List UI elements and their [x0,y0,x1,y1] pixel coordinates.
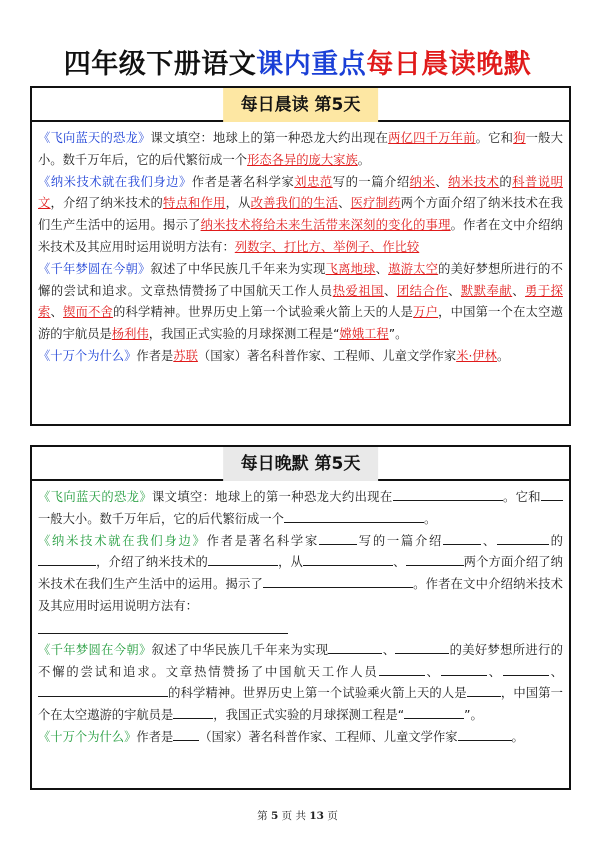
answer: 改善我们的生活 [250,196,339,211]
morning-header [32,88,569,122]
blank-field[interactable] [443,532,481,545]
text: 的科学精神。世界历史上第一个试验乘火箭上天的人是 [113,305,414,320]
answer: 列数字、打比方、举例子、作比较 [234,239,420,254]
text: 、 [392,555,406,570]
text: ，中国第一个在太空遨游的宇航员是 [38,686,563,723]
lesson-title: 《纳米技术就在我们身边》 [38,174,192,189]
text: 叙述了中华民族几千年来为实现 [151,642,329,657]
blank-field[interactable] [173,728,199,741]
answer: 团结合作 [396,283,449,298]
text: 。它和 [502,490,541,504]
answer: 默默奉献 [460,283,513,298]
answer: 纳米技术将给未来生活带来深刻的变化的事理 [200,218,451,233]
answer: 米·伊林 [456,348,497,363]
blank-field[interactable] [263,575,413,588]
evening-content [38,487,563,749]
blank-field[interactable] [393,488,503,501]
blank-field[interactable] [541,488,563,501]
blank-field[interactable] [467,684,501,697]
text: 的美好梦想所进行的不懈的尝试和追求。文章热情赞扬了中国航天工作人员 [38,261,563,298]
answer: 刘忠范 [294,174,333,189]
text: 。它和 [475,131,514,145]
text: 、 [50,305,64,320]
total-page-number: 13 [309,810,324,822]
blank-field[interactable] [173,706,213,719]
answer: 勇于探索 [38,283,563,320]
text: 写的一篇介绍 [332,174,410,189]
text: 的美好梦想所进行的不懈的尝试和追求。文章热情赞扬了中国航天工作人员 [38,642,563,679]
text: 。作者在文中介绍纳米技术及其应用时运用说明方法有： [38,577,563,613]
answer: 杨利伟 [111,327,149,342]
blank-field[interactable] [38,553,96,566]
morning-paragraph-space [38,259,563,346]
text: 作者是著名科学家 [191,174,295,189]
text: 、 [548,664,563,679]
text: 。 [511,729,524,744]
blank-field[interactable] [208,553,278,566]
current-page-number: 5 [271,810,279,822]
blank-field[interactable] [328,641,382,654]
answer: 苏联 [173,348,198,363]
text: 、 [481,533,497,548]
text: 。作者在文中介绍纳米技术及其应用时运用说明方法有： [38,218,563,254]
text: ，从 [225,196,251,211]
blank-field-long[interactable] [38,618,288,634]
blank-field[interactable] [503,663,549,676]
text: ，介绍了纳米技术的 [50,196,164,211]
text: 、 [486,664,503,679]
answer: 两亿四千万年前 [388,131,476,145]
evening-paragraph-space [38,640,563,727]
answer: 科普说明文 [38,174,563,211]
evening-paragraph-whys [38,727,563,749]
title-part-grade: 四年级下册语文 [63,49,257,80]
blank-field[interactable] [319,532,357,545]
blank-field[interactable] [404,706,464,719]
blank-field[interactable] [284,510,424,523]
text: 一般大小。数千万年后，它的后代繁衍成一个 [38,131,563,167]
title-part-daily: 每日晨读晚默 [366,49,532,80]
answer: 热爱祖国 [332,283,384,298]
answer: 形态各异的庞大家族 [247,152,358,167]
text: 作者是 [136,729,174,744]
text: 写的一篇介绍 [357,533,444,548]
text: 、 [384,283,397,298]
text: （国家）著名科普作家、工程师、儿童文学作家 [199,729,458,744]
lesson-title: 《飞向蓝天的恐龙》 [38,131,151,145]
text: ”。 [388,327,408,342]
morning-paragraph-whys [38,346,563,368]
evening-badge: 每日晚默 第5天 [223,447,379,481]
blank-field[interactable] [395,641,449,654]
text: 、 [448,283,461,298]
lesson-title: 《十万个为什么》 [38,729,137,744]
blank-field[interactable] [441,663,487,676]
answer: 狗 [513,131,526,145]
lesson-title: 《飞向蓝天的恐龙》 [38,490,152,504]
blank-field[interactable] [303,553,393,566]
text: 课文填空：地球上的第一种恐龙大约出现在 [151,490,393,504]
answer: 万户 [413,305,439,320]
text: （国家）著名科普作家、工程师、儿童文学作家 [197,348,457,363]
blank-field[interactable] [458,728,512,741]
evening-paragraph-nano [38,531,563,634]
text: 叙述了中华民族几千年来为实现 [150,261,326,276]
text: 课文填空：地球上的第一种恐龙大约出现在 [150,131,389,145]
answer: 纳米技术 [448,174,500,189]
evening-paragraph-dinosaur [38,487,563,531]
evening-header [32,447,569,481]
text: 两个方面介绍了纳米技术在我们生产生活中的运用。揭示了 [38,555,563,592]
answer: 特点和作用 [163,196,226,211]
morning-paragraph-dinosaur [38,128,563,172]
text: 的科学精神。世界历史上第一个试验乘火箭上天的人是 [168,686,467,701]
answer: 纳米 [409,174,436,189]
text: ，从 [277,555,303,570]
text: ，介绍了纳米技术的 [96,555,208,570]
blank-field[interactable] [38,684,168,697]
lesson-title: 《纳米技术就在我们身边》 [38,533,207,548]
blank-field[interactable] [497,532,549,545]
text: 的 [499,174,513,189]
text: 、 [382,642,396,657]
morning-content [38,128,563,368]
text: 、 [375,261,389,276]
text: 、 [338,196,351,211]
text: ”。 [464,708,483,723]
morning-reading-section [30,86,571,426]
answer: 医疗制药 [350,196,401,211]
text: 作者是著名科学家 [206,533,320,548]
text: 、 [424,664,441,679]
text: 、 [512,283,526,298]
lesson-title: 《千年梦圆在今朝》 [38,261,151,276]
text: ，我国正式实验的月球探测工程是“ [148,327,340,342]
blank-field[interactable] [406,553,464,566]
morning-badge: 每日晨读 第5天 [223,88,379,122]
answer: 嫦娥工程 [339,327,389,342]
text: 的 [548,533,563,548]
text: 两个方面介绍了纳米技术在我们生产生活中的运用。揭示了 [38,196,563,233]
footer-text: 页 共 [281,810,307,822]
page-title [0,42,595,81]
text: ，我国正式实验的月球探测工程是“ [213,708,405,723]
text: 。 [357,152,371,167]
text: 一般大小。数千万年后，它的后代繁衍成一个 [38,511,284,526]
footer-text: 页 [327,810,338,822]
answer: 飞离地球 [325,261,376,276]
page-footer [0,808,595,823]
answer: 遨游太空 [388,261,439,276]
lesson-title: 《十万个为什么》 [38,348,137,363]
text: 作者是 [136,348,174,363]
morning-paragraph-nano [38,172,563,259]
text: 。 [496,348,510,363]
text: 。 [423,511,437,526]
text: ，中国第一个在太空遨游的宇航员是 [38,305,563,342]
blank-field[interactable] [379,663,425,676]
answer: 锲而不舍 [63,305,114,320]
evening-dictation-section [30,445,571,790]
title-part-keypoints: 课内重点 [256,49,367,80]
lesson-title: 《千年梦圆在今朝》 [38,642,152,657]
footer-text: 第 [257,810,268,822]
text: 、 [435,174,449,189]
